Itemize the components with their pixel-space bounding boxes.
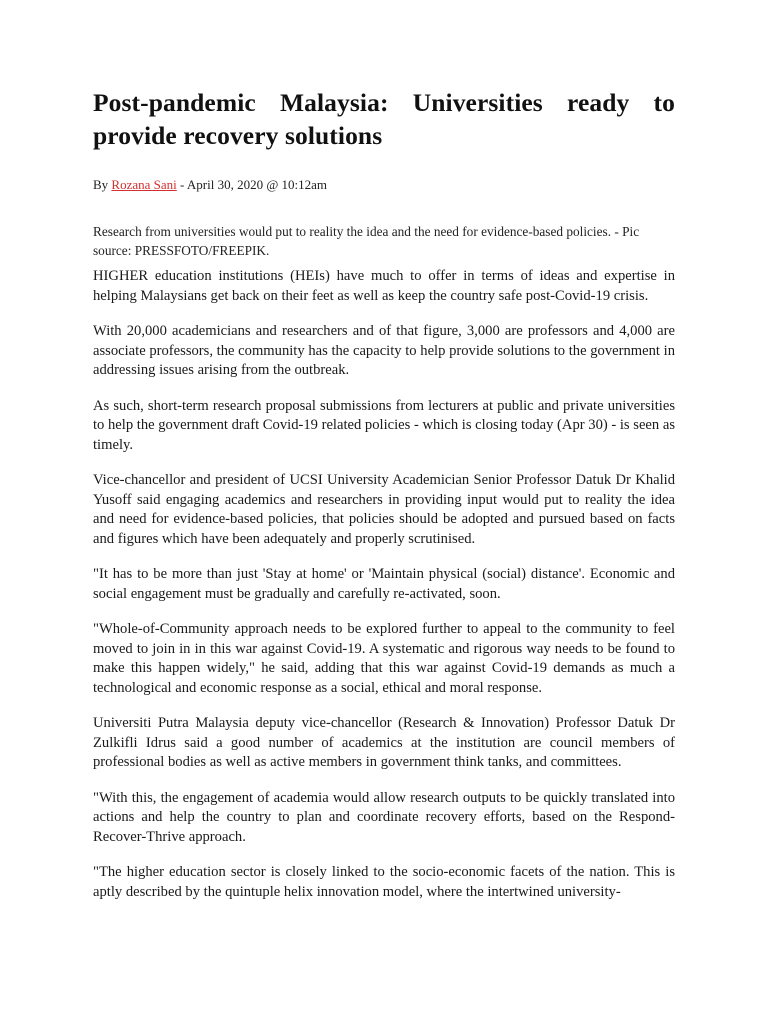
paragraph: With 20,000 academicians and researchers and of that figure, 3,000 are professors and 4,000 are associate professors, the community has the capacity to help provide solutions to the government in addressing issues arising from the outbreak. [93,323,675,378]
paragraph: HIGHER education institutions (HEIs) have much to offer in terms of ideas and expertise in helping Malaysians get back on their feet as well as keep the country safe post-Covid-19 crisis. [93,268,675,304]
paragraph: "Whole-of-Community approach needs to be explored further to appeal to the community to feel moved to join in in this war against Covid-19. A systematic and rigorous way needs to be found to make this happen widely," he said, adding that this war against Covid-19 demands as much a technological and economic response as a social, ethical and moral response. [93,621,675,696]
byline-prefix: By [93,177,112,192]
paragraph: As such, short-term research proposal submissions from lecturers at public and private universities to help the government draft Covid-19 related policies - which is closing today (Apr 30) - is seen as timely. [93,397,675,453]
article-title: Post-pandemic Malaysia: Universities ready to provide recovery solutions [93,88,675,150]
image-caption: Research from universities would put to reality the idea and the need for evidence-based policies. - Pic source: PRESSFOTO/FREEPIK. [93,224,640,258]
article [93,86,675,918]
byline-date: - April 30, 2020 @ 10:12am [176,177,328,192]
paragraph: "It has to be more than just 'Stay at home' or 'Maintain physical (social) distance'. Economic and social engagement must be gradually and carefully re-activated, soon. [93,566,675,602]
paragraph: Universiti Putra Malaysia deputy vice-chancellor (Research & Innovation) Professor Datuk Dr Zulkifli Idrus said a good number of academics at the institution are council members of professional bodies as well as active members in government think tanks, and committees. [93,715,675,770]
paragraph: Vice-chancellor and president of UCSI University Academician Senior Professor Datuk Dr Khalid Yusoff said engaging academics and researchers in providing input would put to reality the idea and need for evidence-based policies, that policies should be adopted and pursued based on facts and figures which have been adequately and properly scrutinised. [93,472,675,547]
paragraph: "With this, the engagement of academia would allow research outputs to be quickly translated into actions and help the country to plan and coordinate recovery efforts, based on the Respond-Recover-Thrive approach. [93,789,675,845]
author-link[interactable]: Rozana Sani [111,177,177,192]
byline [93,177,675,193]
paragraph: "The higher education sector is closely linked to the socio-economic facets of the nation. This is aptly described by the quintuple helix innovation model, where the intertwined university- [93,864,675,900]
article-body [93,267,675,902]
